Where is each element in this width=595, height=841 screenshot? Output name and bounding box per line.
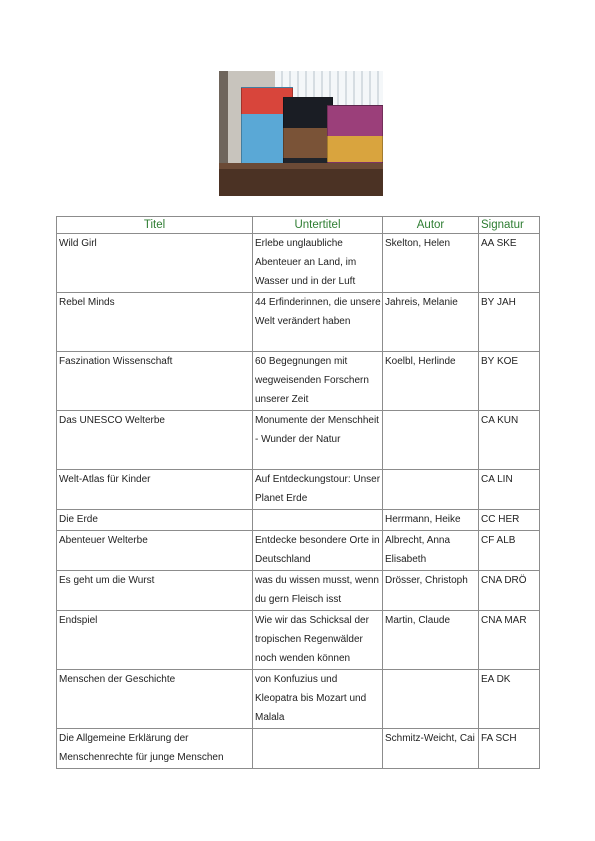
cell-title: Wild Girl: [57, 234, 253, 293]
table-header-row: [57, 217, 540, 234]
cell-title: Die Erde: [57, 510, 253, 531]
cell-author: Schmitz-Weicht, Cai: [383, 729, 479, 769]
cell-author: Albrecht, Anna Elisabeth: [383, 531, 479, 571]
cell-signature: BY KOE: [479, 352, 540, 411]
cell-signature: CNA MAR: [479, 611, 540, 670]
cell-title: Endspiel: [57, 611, 253, 670]
table-row: [57, 234, 540, 293]
cell-subtitle: [253, 729, 383, 769]
cell-author: [383, 411, 479, 470]
photo-book-cover: [283, 97, 333, 169]
cell-signature: CC HER: [479, 510, 540, 531]
photo-shelf: [219, 163, 383, 196]
cell-author: Koelbl, Herlinde: [383, 352, 479, 411]
cell-subtitle: Auf Entdeckungstour: Unser Planet Erde: [253, 470, 383, 510]
cell-signature: CF ALB: [479, 531, 540, 571]
cell-author: Drösser, Christoph: [383, 571, 479, 611]
table-row: [57, 729, 540, 769]
cell-title: Rebel Minds: [57, 293, 253, 352]
header-signature: Signatur: [479, 217, 540, 234]
cell-author: Skelton, Helen: [383, 234, 479, 293]
header-author: Autor: [383, 217, 479, 234]
table-row: [57, 510, 540, 531]
table-row: [57, 352, 540, 411]
cell-author: Jahreis, Melanie: [383, 293, 479, 352]
cell-subtitle: Erlebe unglaubliche Abenteuer an Land, im Wasser und in der Luft: [253, 234, 383, 293]
cell-title: Abenteuer Welterbe: [57, 531, 253, 571]
cell-title: Die Allgemeine Erklärung der Menschenrechte für junge Menschen: [57, 729, 253, 769]
cell-subtitle: von Konfuzius und Kleopatra bis Mozart und Malala: [253, 670, 383, 729]
table-row: [57, 531, 540, 571]
cell-signature: AA SKE: [479, 234, 540, 293]
cell-author: Herrmann, Heike: [383, 510, 479, 531]
cell-title: Faszination Wissenschaft: [57, 352, 253, 411]
cell-title: Es geht um die Wurst: [57, 571, 253, 611]
cell-subtitle: Wie wir das Schicksal der tropischen Regenwälder noch wenden können: [253, 611, 383, 670]
table-row: [57, 293, 540, 352]
cell-signature: CA KUN: [479, 411, 540, 470]
cell-title: Menschen der Geschichte: [57, 670, 253, 729]
cell-subtitle: Monumente der Menschheit - Wunder der Natur: [253, 411, 383, 470]
book-list-table: [56, 216, 540, 769]
cell-signature: CNA DRÖ: [479, 571, 540, 611]
cell-signature: CA LIN: [479, 470, 540, 510]
table-row: [57, 571, 540, 611]
cell-title: Welt-Atlas für Kinder: [57, 470, 253, 510]
cell-author: Martin, Claude: [383, 611, 479, 670]
cell-author: [383, 670, 479, 729]
cell-subtitle: 60 Begegnungen mit wegweisenden Forschern unserer Zeit: [253, 352, 383, 411]
cell-signature: FA SCH: [479, 729, 540, 769]
cell-title: Das UNESCO Welterbe: [57, 411, 253, 470]
table-row: [57, 411, 540, 470]
header-title: Titel: [57, 217, 253, 234]
cell-author: [383, 470, 479, 510]
cell-signature: BY JAH: [479, 293, 540, 352]
table-row: [57, 470, 540, 510]
cell-subtitle: Entdecke besondere Orte in Deutschland: [253, 531, 383, 571]
table-row: [57, 670, 540, 729]
cell-subtitle: was du wissen musst, wenn du gern Fleisch isst: [253, 571, 383, 611]
cell-subtitle: 44 Erfinderinnen, die unsere Welt verändert haben: [253, 293, 383, 352]
cell-subtitle: [253, 510, 383, 531]
bookshelf-photo: [219, 71, 383, 196]
cell-signature: EA DK: [479, 670, 540, 729]
table-row: [57, 611, 540, 670]
header-subtitle: Untertitel: [253, 217, 383, 234]
